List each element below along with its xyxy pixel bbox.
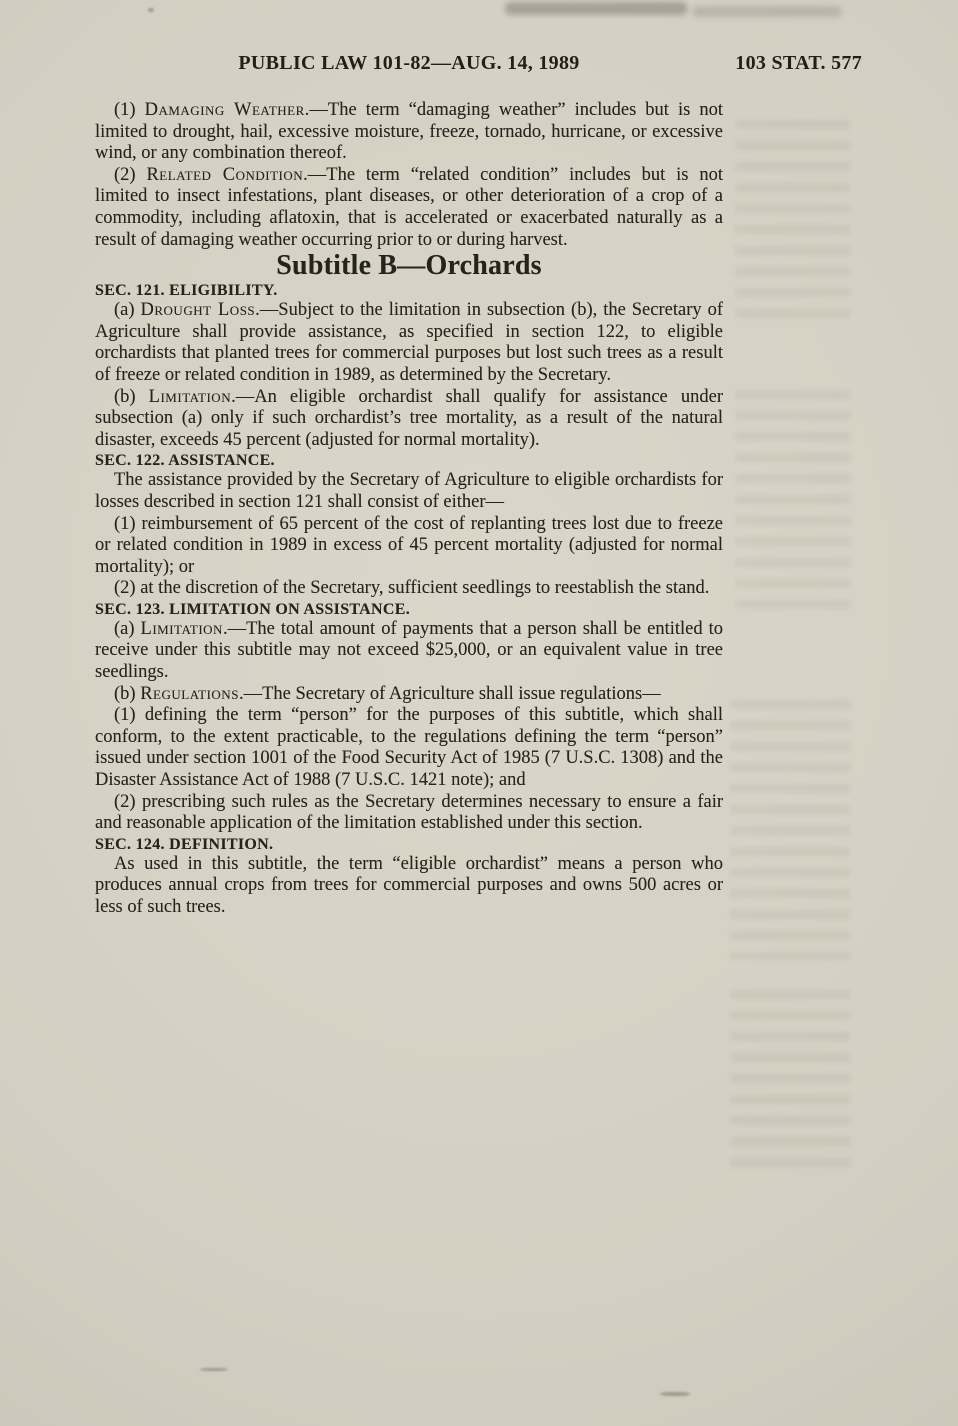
sec-121-heading: SEC. 121. ELIGIBILITY. [95, 282, 278, 300]
sec-124-text [95, 854, 723, 919]
clause-text: As used in this subtitle, the term “eligible orchardist” means a person who produces annual crops from trees for commercial purposes and owns 500 acres or less of such trees. [95, 853, 723, 917]
scan-artifact [505, 2, 687, 15]
clause-text: .—An eligible orchardist shall qualify for assistance under subsection (a) only if such orchardist’s tree mortality, as a result of the natural disaster, exceeds 45 percent (adjusted for normal mortality). [95, 386, 723, 450]
definition-related-condition [95, 165, 723, 251]
clause-text: .—The term “related condition” includes but is not limited to insect infestations, plant diseases, or other deterioration of a crop of a commodity, including aflatoxin, that is accelerated or exacerbated naturally as a result of damaging weather occurring prior to or during harvest. [95, 164, 723, 250]
clause-text: prescribing such rules as the Secretary determines necessary to ensure a fair and reasonable application of the limitation established under this section. [95, 791, 723, 834]
page-bleedthrough [730, 990, 850, 1170]
clause-number: (2) [114, 578, 141, 599]
subsection-letter: (a) [114, 618, 141, 639]
clause-number: (1) [114, 100, 145, 120]
sec-122-heading: SEC. 122. ASSISTANCE. [95, 452, 275, 470]
subsection-letter: (b) [114, 386, 149, 407]
sec-123-paragraph-1 [95, 705, 723, 791]
scan-artifact [660, 1392, 690, 1396]
running-head [95, 52, 862, 75]
clause-text: .—The total amount of payments that a person shall be entitled to receive under this subtitle may not exceed $25,000, or an equivalent value in tree seedlings. [95, 618, 723, 683]
clause-number: (2) [114, 791, 142, 812]
clause-text: defining the term “person” for the purposes of this subtitle, which shall conform, to the extent practicable, to the regulations defining the term “person” issued under section 1001 of the Food Security Act of 1985 (7 U.S.C. 1308) and the Disaster Assistance Act of 1988 (7 U.S.C. 1421 note); and [95, 705, 723, 791]
sec-121-subsection-b [95, 387, 723, 452]
clause-number: (1) [114, 705, 145, 726]
defined-term: Limitation [148, 386, 232, 407]
statute-text-column [95, 100, 723, 919]
page-bleedthrough [735, 120, 850, 330]
clause-text: reimbursement of 65 percent of the cost of replanting trees lost due to freeze or related condition in 1989 in excess of 45 percent mortality (adjusted for normal mortality); or [95, 513, 724, 577]
defined-term: Regulations [140, 683, 239, 704]
clause-number: (1) [114, 513, 142, 534]
scan-artifact [692, 6, 842, 17]
subsection-letter: (a) [114, 300, 141, 321]
statutes-page-number: 103 STAT. 577 [735, 52, 862, 74]
definition-damaging-weather [95, 100, 723, 165]
clause-text: The assistance provided by the Secretary of Agriculture to eligible orchardists for losses described in section 121 shall consist of either— [95, 470, 723, 512]
clause-text: .—The Secretary of Agriculture shall issue regulations— [238, 683, 661, 704]
sec-122-intro [95, 470, 723, 513]
clause-text: .—The term “damaging weather” includes but is not limited to drought, hail, excessive moisture, freeze, tornado, hurricane, or excessive wind, or any combination thereof. [95, 100, 723, 164]
page-bleedthrough [730, 700, 850, 960]
sec-123-subsection-a [95, 619, 723, 684]
sec-123-paragraph-2 [95, 792, 723, 835]
defined-term: Related Condition [146, 164, 304, 185]
subtitle-b-heading: Subtitle B—Orchards [276, 250, 542, 282]
clause-text: .—Subject to the limitation in subsection (b), the Secretary of Agriculture shall provide assistance, as specified in section 122, to eligible orchardists that planted trees for commercial purposes but lost such trees as a result of freeze or related condition in 1989, as determined by the Secretary. [95, 300, 723, 385]
defined-term: Drought Loss [140, 300, 256, 321]
sec-123-subsection-b [95, 684, 723, 706]
sec-121-subsection-a [95, 300, 723, 386]
defined-term: Limitation [140, 618, 223, 639]
sec-122-paragraph-2 [95, 578, 723, 600]
clause-number: (2) [114, 164, 147, 185]
clause-text: at the discretion of the Secretary, sufficient seedlings to reestablish the stand. [140, 578, 710, 599]
defined-term: Damaging Weather [144, 100, 305, 120]
scan-artifact [200, 1368, 228, 1371]
sec-124-heading: SEC. 124. DEFINITION. [95, 835, 274, 853]
subsection-letter: (b) [114, 683, 141, 704]
sec-123-heading: SEC. 123. LIMITATION ON ASSISTANCE. [95, 600, 411, 618]
scan-artifact [148, 8, 154, 12]
page-bleedthrough [735, 390, 850, 620]
law-citation: PUBLIC LAW 101-82—AUG. 14, 1989 [238, 52, 580, 74]
sec-122-paragraph-1 [95, 514, 723, 579]
